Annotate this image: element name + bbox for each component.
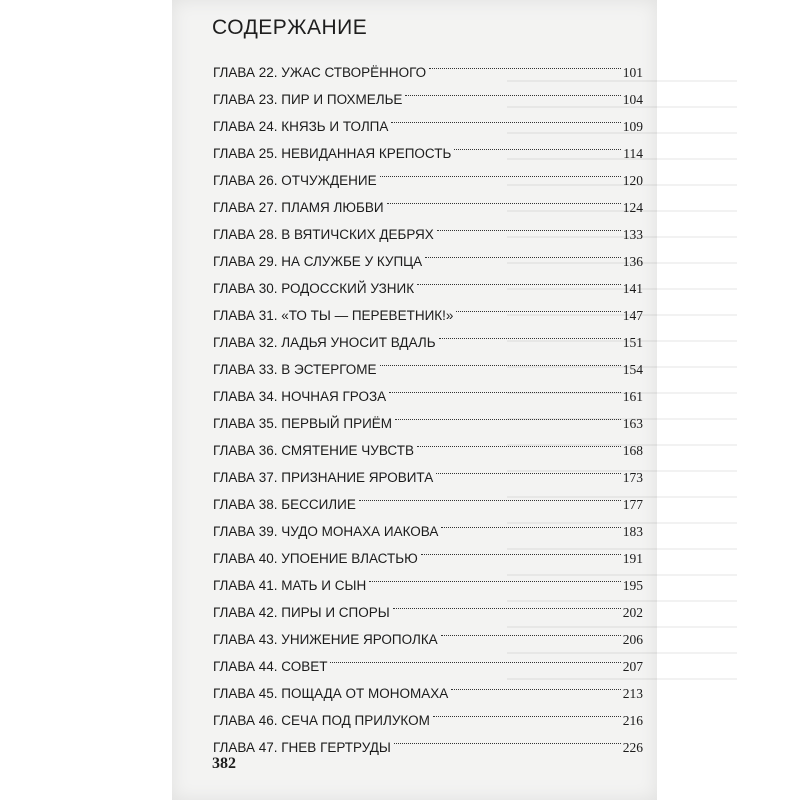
toc-entry-title: ГЛАВА 23. ПИР И ПОХМЕЛЬЕ bbox=[213, 92, 403, 107]
toc-dot-leader bbox=[387, 185, 621, 212]
toc-dot-leader bbox=[417, 266, 621, 293]
toc-entry-title: ГЛАВА 38. БЕССИЛИЕ bbox=[213, 497, 356, 512]
toc-dot-leader bbox=[454, 131, 621, 158]
toc-entry-title: ГЛАВА 43. УНИЖЕНИЕ ЯРОПОЛКА bbox=[213, 632, 438, 647]
toc-dot-leader bbox=[330, 644, 620, 671]
toc-entry-page: 207 bbox=[622, 659, 643, 674]
toc-entry-page: 191 bbox=[622, 551, 643, 566]
toc-dot-leader bbox=[441, 617, 621, 644]
toc-entry-title: ГЛАВА 30. РОДОССКИЙ УЗНИК bbox=[213, 281, 415, 296]
toc-entry-page: 183 bbox=[622, 524, 643, 539]
toc-entry-title: ГЛАВА 35. ПЕРВЫЙ ПРИЁМ bbox=[213, 416, 393, 431]
toc-entry-title: ГЛАВА 40. УПОЕНИЕ ВЛАСТЬЮ bbox=[213, 551, 418, 566]
toc-entry bbox=[213, 50, 643, 80]
toc-entry-title: ГЛАВА 34. НОЧНАЯ ГРОЗА bbox=[213, 389, 387, 404]
toc-dot-leader bbox=[451, 671, 621, 698]
toc-entry-page: 141 bbox=[622, 281, 643, 296]
toc-entry-page: 213 bbox=[622, 686, 643, 701]
toc-dot-leader bbox=[380, 347, 621, 374]
toc-entry-title: ГЛАВА 27. ПЛАМЯ ЛЮБВИ bbox=[213, 200, 384, 215]
toc-dot-leader bbox=[436, 455, 621, 482]
toc-entry-page: 168 bbox=[622, 443, 643, 458]
toc-dot-leader bbox=[393, 590, 621, 617]
toc-entry-title: ГЛАВА 33. В ЭСТЕРГОМЕ bbox=[213, 362, 377, 377]
toc-entry-page: 202 bbox=[622, 605, 643, 620]
toc-entry-title: ГЛАВА 25. НЕВИДАННАЯ КРЕПОСТЬ bbox=[213, 146, 452, 161]
toc-entry-page: 104 bbox=[622, 92, 643, 107]
toc-entry-title: ГЛАВА 22. УЖАС СТВОРЁННОГО bbox=[213, 65, 427, 80]
toc-dot-leader bbox=[441, 509, 620, 536]
toc-entry-title: ГЛАВА 32. ЛАДЬЯ УНОСИТ ВДАЛЬ bbox=[213, 335, 436, 350]
toc-dot-leader bbox=[359, 482, 621, 509]
toc-entry-page: 151 bbox=[622, 335, 643, 350]
toc-dot-leader bbox=[433, 698, 621, 725]
toc-entry-page: 147 bbox=[622, 308, 643, 323]
toc-dot-leader bbox=[439, 320, 621, 347]
toc-entry-page: 133 bbox=[622, 227, 643, 242]
page-number: 382 bbox=[212, 755, 236, 772]
toc-entry-title: ГЛАВА 31. «ТО ТЫ — ПЕРЕВЕТНИК!» bbox=[213, 308, 454, 323]
toc-entry-page: 109 bbox=[622, 119, 643, 134]
toc-entry-page: 195 bbox=[622, 578, 643, 593]
toc-entry-title: ГЛАВА 29. НА СЛУЖБЕ У КУПЦА bbox=[213, 254, 423, 269]
toc-dot-leader bbox=[391, 104, 620, 131]
toc-dot-leader bbox=[456, 293, 620, 320]
toc-entry-page: 173 bbox=[622, 470, 643, 485]
toc-entry-page: 114 bbox=[623, 146, 643, 161]
page-title: СОДЕРЖАНИЕ bbox=[212, 16, 368, 39]
toc-entry-title: ГЛАВА 45. ПОЩАДА ОТ МОНОМАХА bbox=[213, 686, 449, 701]
toc-dot-leader bbox=[421, 536, 621, 563]
toc-dot-leader bbox=[417, 428, 621, 455]
toc-entry-title: ГЛАВА 44. СОВЕТ bbox=[213, 659, 328, 674]
toc-entry-title: ГЛАВА 46. СЕЧА ПОД ПРИЛУКОМ bbox=[213, 713, 430, 728]
toc-dot-leader bbox=[389, 374, 621, 401]
table-of-contents bbox=[213, 50, 643, 755]
toc-dot-leader bbox=[429, 50, 621, 77]
toc-entry-title: ГЛАВА 24. КНЯЗЬ И ТОЛПА bbox=[213, 119, 389, 134]
toc-entry-title: ГЛАВА 41. МАТЬ И СЫН bbox=[213, 578, 367, 593]
toc-entry-page: 161 bbox=[622, 389, 643, 404]
toc-entry-title: ГЛАВА 42. ПИРЫ И СПОРЫ bbox=[213, 605, 390, 620]
toc-entry-page: 136 bbox=[622, 254, 643, 269]
toc-entry-title: ГЛАВА 26. ОТЧУЖДЕНИЕ bbox=[213, 173, 377, 188]
toc-entry-page: 124 bbox=[622, 200, 643, 215]
toc-dot-leader bbox=[405, 77, 620, 104]
toc-entry-page: 216 bbox=[622, 713, 643, 728]
toc-entry-page: 120 bbox=[622, 173, 643, 188]
toc-entry-page: 177 bbox=[622, 497, 643, 512]
toc-entry-title: ГЛАВА 39. ЧУДО МОНАХА ИАКОВА bbox=[213, 524, 439, 539]
toc-entry-title: ГЛАВА 37. ПРИЗНАНИЕ ЯРОВИТА bbox=[213, 470, 434, 485]
toc-dot-leader bbox=[369, 563, 621, 590]
toc-entry-page: 226 bbox=[622, 740, 643, 755]
toc-entry-page: 154 bbox=[622, 362, 643, 377]
toc-entry-title: ГЛАВА 28. В ВЯТИЧСКИХ ДЕБРЯХ bbox=[213, 227, 434, 242]
toc-dot-leader bbox=[425, 239, 621, 266]
toc-dot-leader bbox=[380, 158, 621, 185]
toc-entry-title: ГЛАВА 36. СМЯТЕНИЕ ЧУВСТВ bbox=[213, 443, 414, 458]
toc-dot-leader bbox=[437, 212, 621, 239]
toc-entry-page: 101 bbox=[622, 65, 643, 80]
toc-dot-leader bbox=[394, 725, 621, 752]
toc-entry-title: ГЛАВА 47. ГНЕВ ГЕРТРУДЫ bbox=[213, 740, 391, 755]
toc-entry-page: 206 bbox=[622, 632, 643, 647]
toc-entry-page: 163 bbox=[622, 416, 643, 431]
toc-dot-leader bbox=[395, 401, 621, 428]
